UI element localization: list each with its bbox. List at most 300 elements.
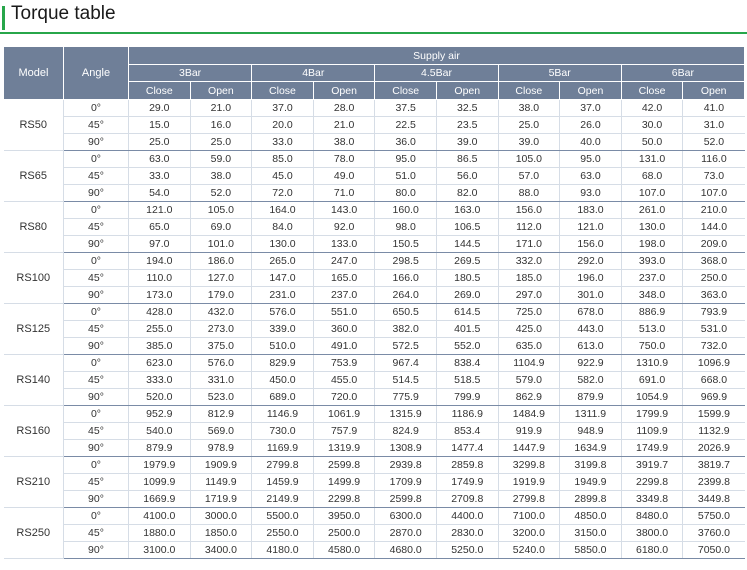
torque-value-cell: 551.0 [313, 304, 375, 321]
torque-value-cell: 131.0 [621, 151, 683, 168]
torque-value-cell: 6180.0 [621, 542, 683, 559]
table-row [4, 270, 745, 287]
table-header [4, 47, 745, 100]
torque-value-cell: 33.0 [252, 134, 314, 151]
torque-value-cell: 3349.8 [621, 491, 683, 508]
torque-value-cell: 292.0 [560, 253, 622, 270]
torque-value-cell: 1315.9 [375, 406, 437, 423]
torque-value-cell: 180.5 [436, 270, 498, 287]
torque-value-cell: 95.0 [375, 151, 437, 168]
torque-value-cell: 1099.9 [129, 474, 191, 491]
model-cell: RS210 [4, 457, 64, 508]
angle-cell: 45° [64, 219, 129, 236]
torque-value-cell: 6300.0 [375, 508, 437, 525]
torque-value-cell: 50.0 [621, 134, 683, 151]
pressure-header: 5Bar [498, 65, 621, 82]
angle-cell: 90° [64, 134, 129, 151]
torque-value-cell: 209.0 [683, 236, 745, 253]
torque-value-cell: 25.0 [129, 134, 191, 151]
angle-cell: 0° [64, 457, 129, 474]
torque-value-cell: 196.0 [560, 270, 622, 287]
torque-value-cell: 4180.0 [252, 542, 314, 559]
torque-value-cell: 2899.8 [560, 491, 622, 508]
torque-value-cell: 185.0 [498, 270, 560, 287]
torque-value-cell: 1484.9 [498, 406, 560, 423]
torque-value-cell: 5750.0 [683, 508, 745, 525]
torque-value-cell: 1850.0 [190, 525, 252, 542]
torque-value-cell: 26.0 [560, 117, 622, 134]
torque-value-cell: 753.9 [313, 355, 375, 372]
torque-value-cell: 298.5 [375, 253, 437, 270]
torque-value-cell: 635.0 [498, 338, 560, 355]
torque-value-cell: 163.0 [436, 202, 498, 219]
torque-value-cell: 3199.8 [560, 457, 622, 474]
torque-value-cell: 166.0 [375, 270, 437, 287]
torque-value-cell: 382.0 [375, 321, 437, 338]
torque-value-cell: 101.0 [190, 236, 252, 253]
torque-value-cell: 71.0 [313, 185, 375, 202]
torque-value-cell: 4100.0 [129, 508, 191, 525]
open-header: Open [313, 82, 375, 100]
torque-value-cell: 2399.8 [683, 474, 745, 491]
torque-value-cell: 491.0 [313, 338, 375, 355]
torque-value-cell: 186.0 [190, 253, 252, 270]
table-row [4, 338, 745, 355]
model-cell: RS80 [4, 202, 64, 253]
title-accent-bar [2, 6, 5, 30]
torque-value-cell: 2939.8 [375, 457, 437, 474]
angle-cell: 0° [64, 406, 129, 423]
torque-value-cell: 3449.8 [683, 491, 745, 508]
torque-value-cell: 4680.0 [375, 542, 437, 559]
torque-value-cell: 689.0 [252, 389, 314, 406]
torque-value-cell: 952.9 [129, 406, 191, 423]
torque-value-cell: 725.0 [498, 304, 560, 321]
torque-value-cell: 552.0 [436, 338, 498, 355]
torque-value-cell: 37.0 [560, 100, 622, 117]
torque-value-cell: 623.0 [129, 355, 191, 372]
torque-value-cell: 63.0 [129, 151, 191, 168]
torque-value-cell: 1949.9 [560, 474, 622, 491]
torque-value-cell: 333.0 [129, 372, 191, 389]
torque-value-cell: 2500.0 [313, 525, 375, 542]
torque-value-cell: 579.0 [498, 372, 560, 389]
torque-value-cell: 862.9 [498, 389, 560, 406]
table-row [4, 202, 745, 219]
torque-value-cell: 520.0 [129, 389, 191, 406]
torque-value-cell: 428.0 [129, 304, 191, 321]
torque-value-cell: 523.0 [190, 389, 252, 406]
table-row [4, 253, 745, 270]
pressure-header: 4Bar [252, 65, 375, 82]
torque-value-cell: 78.0 [313, 151, 375, 168]
torque-value-cell: 812.9 [190, 406, 252, 423]
angle-cell: 90° [64, 389, 129, 406]
angle-cell: 45° [64, 321, 129, 338]
torque-value-cell: 171.0 [498, 236, 560, 253]
torque-value-cell: 107.0 [683, 185, 745, 202]
table-row [4, 525, 745, 542]
angle-cell: 90° [64, 338, 129, 355]
torque-value-cell: 1749.9 [436, 474, 498, 491]
angle-cell: 90° [64, 287, 129, 304]
torque-value-cell: 1709.9 [375, 474, 437, 491]
torque-value-cell: 237.0 [621, 270, 683, 287]
angle-cell: 0° [64, 304, 129, 321]
table-row [4, 236, 745, 253]
torque-value-cell: 63.0 [560, 168, 622, 185]
torque-value-cell: 107.0 [621, 185, 683, 202]
torque-value-cell: 92.0 [313, 219, 375, 236]
torque-value-cell: 978.9 [190, 440, 252, 457]
torque-value-cell: 678.0 [560, 304, 622, 321]
torque-value-cell: 879.9 [129, 440, 191, 457]
torque-value-cell: 1308.9 [375, 440, 437, 457]
torque-value-cell: 2299.8 [621, 474, 683, 491]
torque-value-cell: 106.5 [436, 219, 498, 236]
torque-value-cell: 2599.8 [313, 457, 375, 474]
torque-value-cell: 82.0 [436, 185, 498, 202]
torque-value-cell: 160.0 [375, 202, 437, 219]
torque-value-cell: 2799.8 [498, 491, 560, 508]
torque-value-cell: 1149.9 [190, 474, 252, 491]
angle-cell: 90° [64, 491, 129, 508]
torque-value-cell: 173.0 [129, 287, 191, 304]
model-cell: RS250 [4, 508, 64, 559]
close-header: Close [129, 82, 191, 100]
torque-value-cell: 2550.0 [252, 525, 314, 542]
angle-cell: 45° [64, 168, 129, 185]
torque-value-cell: 156.0 [560, 236, 622, 253]
table-row [4, 355, 745, 372]
torque-value-cell: 40.0 [560, 134, 622, 151]
torque-value-cell: 7100.0 [498, 508, 560, 525]
torque-value-cell: 143.0 [313, 202, 375, 219]
model-cell: RS140 [4, 355, 64, 406]
torque-value-cell: 4850.0 [560, 508, 622, 525]
torque-value-cell: 301.0 [560, 287, 622, 304]
torque-value-cell: 3919.7 [621, 457, 683, 474]
torque-value-cell: 32.5 [436, 100, 498, 117]
torque-value-cell: 37.0 [252, 100, 314, 117]
torque-value-cell: 45.0 [252, 168, 314, 185]
torque-value-cell: 1749.9 [621, 440, 683, 457]
angle-cell: 90° [64, 185, 129, 202]
torque-value-cell: 510.0 [252, 338, 314, 355]
torque-value-cell: 264.0 [375, 287, 437, 304]
torque-value-cell: 105.0 [190, 202, 252, 219]
torque-value-cell: 231.0 [252, 287, 314, 304]
torque-value-cell: 518.5 [436, 372, 498, 389]
torque-value-cell: 3200.0 [498, 525, 560, 542]
torque-value-cell: 20.0 [252, 117, 314, 134]
torque-value-cell: 22.5 [375, 117, 437, 134]
torque-value-cell: 793.9 [683, 304, 745, 321]
torque-table [3, 46, 745, 559]
torque-value-cell: 25.0 [498, 117, 560, 134]
open-header: Open [560, 82, 622, 100]
torque-value-cell: 443.0 [560, 321, 622, 338]
torque-value-cell: 668.0 [683, 372, 745, 389]
angle-cell: 45° [64, 270, 129, 287]
torque-value-cell: 150.5 [375, 236, 437, 253]
torque-value-cell: 5850.0 [560, 542, 622, 559]
torque-value-cell: 750.0 [621, 338, 683, 355]
table-row [4, 287, 745, 304]
table-row [4, 219, 745, 236]
torque-value-cell: 164.0 [252, 202, 314, 219]
torque-value-cell: 368.0 [683, 253, 745, 270]
table-row [4, 100, 745, 117]
title-underline [0, 32, 747, 34]
torque-value-cell: 56.0 [436, 168, 498, 185]
torque-value-cell: 531.0 [683, 321, 745, 338]
torque-value-cell: 514.5 [375, 372, 437, 389]
angle-cell: 45° [64, 423, 129, 440]
torque-value-cell: 80.0 [375, 185, 437, 202]
torque-value-cell: 1799.9 [621, 406, 683, 423]
angle-cell: 45° [64, 474, 129, 491]
torque-value-cell: 1634.9 [560, 440, 622, 457]
table-body [4, 100, 745, 559]
pressure-header: 6Bar [621, 65, 744, 82]
torque-value-cell: 1447.9 [498, 440, 560, 457]
torque-value-cell: 1186.9 [436, 406, 498, 423]
torque-value-cell: 183.0 [560, 202, 622, 219]
torque-value-cell: 3800.0 [621, 525, 683, 542]
torque-value-cell: 121.0 [129, 202, 191, 219]
torque-value-cell: 98.0 [375, 219, 437, 236]
torque-value-cell: 261.0 [621, 202, 683, 219]
torque-value-cell: 121.0 [560, 219, 622, 236]
angle-cell: 0° [64, 202, 129, 219]
torque-value-cell: 5500.0 [252, 508, 314, 525]
torque-value-cell: 2709.8 [436, 491, 498, 508]
torque-value-cell: 757.9 [313, 423, 375, 440]
torque-value-cell: 39.0 [498, 134, 560, 151]
torque-value-cell: 1880.0 [129, 525, 191, 542]
torque-value-cell: 93.0 [560, 185, 622, 202]
torque-value-cell: 3819.7 [683, 457, 745, 474]
torque-value-cell: 41.0 [683, 100, 745, 117]
torque-value-cell: 569.0 [190, 423, 252, 440]
torque-value-cell: 393.0 [621, 253, 683, 270]
torque-value-cell: 455.0 [313, 372, 375, 389]
torque-value-cell: 3299.8 [498, 457, 560, 474]
torque-value-cell: 112.0 [498, 219, 560, 236]
torque-value-cell: 1061.9 [313, 406, 375, 423]
table-row [4, 304, 745, 321]
torque-value-cell: 33.0 [129, 168, 191, 185]
close-header: Close [375, 82, 437, 100]
torque-value-cell: 614.5 [436, 304, 498, 321]
angle-cell: 45° [64, 525, 129, 542]
angle-cell: 0° [64, 100, 129, 117]
table-row [4, 491, 745, 508]
torque-value-cell: 1310.9 [621, 355, 683, 372]
torque-value-cell: 691.0 [621, 372, 683, 389]
torque-value-cell: 57.0 [498, 168, 560, 185]
torque-value-cell: 2859.8 [436, 457, 498, 474]
torque-value-cell: 1169.9 [252, 440, 314, 457]
torque-value-cell: 269.0 [436, 287, 498, 304]
torque-value-cell: 54.0 [129, 185, 191, 202]
torque-value-cell: 919.9 [498, 423, 560, 440]
torque-value-cell: 3950.0 [313, 508, 375, 525]
torque-value-cell: 130.0 [252, 236, 314, 253]
torque-value-cell: 147.0 [252, 270, 314, 287]
angle-cell: 45° [64, 117, 129, 134]
torque-value-cell: 250.0 [683, 270, 745, 287]
torque-value-cell: 133.0 [313, 236, 375, 253]
torque-value-cell: 38.0 [190, 168, 252, 185]
table-row [4, 423, 745, 440]
torque-value-cell: 1669.9 [129, 491, 191, 508]
torque-value-cell: 1909.9 [190, 457, 252, 474]
torque-value-cell: 37.5 [375, 100, 437, 117]
table-row [4, 457, 745, 474]
close-header: Close [252, 82, 314, 100]
torque-value-cell: 105.0 [498, 151, 560, 168]
table-row [4, 117, 745, 134]
torque-value-cell: 3400.0 [190, 542, 252, 559]
angle-cell: 90° [64, 236, 129, 253]
angle-cell: 90° [64, 542, 129, 559]
torque-value-cell: 1311.9 [560, 406, 622, 423]
torque-value-cell: 1109.9 [621, 423, 683, 440]
table-row [4, 151, 745, 168]
torque-value-cell: 2599.8 [375, 491, 437, 508]
torque-value-cell: 247.0 [313, 253, 375, 270]
open-header: Open [436, 82, 498, 100]
torque-value-cell: 5240.0 [498, 542, 560, 559]
torque-value-cell: 85.0 [252, 151, 314, 168]
angle-cell: 45° [64, 372, 129, 389]
torque-value-cell: 513.0 [621, 321, 683, 338]
angle-cell: 0° [64, 151, 129, 168]
torque-value-cell: 1459.9 [252, 474, 314, 491]
torque-value-cell: 1919.9 [498, 474, 560, 491]
torque-value-cell: 28.0 [313, 100, 375, 117]
model-cell: RS65 [4, 151, 64, 202]
torque-value-cell: 95.0 [560, 151, 622, 168]
table-row [4, 372, 745, 389]
torque-value-cell: 273.0 [190, 321, 252, 338]
torque-value-cell: 69.0 [190, 219, 252, 236]
torque-value-cell: 363.0 [683, 287, 745, 304]
torque-value-cell: 853.4 [436, 423, 498, 440]
torque-value-cell: 1719.9 [190, 491, 252, 508]
torque-value-cell: 331.0 [190, 372, 252, 389]
torque-value-cell: 650.5 [375, 304, 437, 321]
torque-value-cell: 52.0 [683, 134, 745, 151]
torque-value-cell: 39.0 [436, 134, 498, 151]
torque-value-cell: 2149.9 [252, 491, 314, 508]
title-bar [0, 0, 747, 34]
torque-value-cell: 51.0 [375, 168, 437, 185]
torque-value-cell: 824.9 [375, 423, 437, 440]
torque-value-cell: 52.0 [190, 185, 252, 202]
torque-value-cell: 15.0 [129, 117, 191, 134]
torque-value-cell: 38.0 [498, 100, 560, 117]
torque-value-cell: 65.0 [129, 219, 191, 236]
pressure-header: 4.5Bar [375, 65, 498, 82]
torque-value-cell: 572.5 [375, 338, 437, 355]
torque-value-cell: 1979.9 [129, 457, 191, 474]
model-cell: RS100 [4, 253, 64, 304]
torque-value-cell: 360.0 [313, 321, 375, 338]
torque-value-cell: 425.0 [498, 321, 560, 338]
angle-cell: 90° [64, 440, 129, 457]
torque-value-cell: 130.0 [621, 219, 683, 236]
torque-value-cell: 348.0 [621, 287, 683, 304]
torque-value-cell: 179.0 [190, 287, 252, 304]
torque-value-cell: 732.0 [683, 338, 745, 355]
torque-value-cell: 385.0 [129, 338, 191, 355]
torque-value-cell: 730.0 [252, 423, 314, 440]
torque-value-cell: 948.9 [560, 423, 622, 440]
page-title: Torque table [11, 3, 116, 24]
angle-header: Angle [64, 47, 129, 100]
torque-value-cell: 21.0 [190, 100, 252, 117]
angle-cell: 0° [64, 253, 129, 270]
torque-value-cell: 5250.0 [436, 542, 498, 559]
angle-cell: 0° [64, 355, 129, 372]
torque-value-cell: 1054.9 [621, 389, 683, 406]
torque-value-cell: 144.0 [683, 219, 745, 236]
torque-value-cell: 30.0 [621, 117, 683, 134]
torque-value-cell: 255.0 [129, 321, 191, 338]
torque-value-cell: 967.4 [375, 355, 437, 372]
torque-value-cell: 269.5 [436, 253, 498, 270]
torque-value-cell: 576.0 [252, 304, 314, 321]
model-cell: RS160 [4, 406, 64, 457]
torque-value-cell: 29.0 [129, 100, 191, 117]
model-header: Model [4, 47, 64, 100]
torque-value-cell: 237.0 [313, 287, 375, 304]
torque-value-cell: 432.0 [190, 304, 252, 321]
torque-value-cell: 38.0 [313, 134, 375, 151]
supply-air-header: Supply air [129, 47, 745, 65]
close-header: Close [498, 82, 560, 100]
torque-value-cell: 72.0 [252, 185, 314, 202]
torque-value-cell: 59.0 [190, 151, 252, 168]
torque-value-cell: 127.0 [190, 270, 252, 287]
torque-value-cell: 1096.9 [683, 355, 745, 372]
torque-value-cell: 720.0 [313, 389, 375, 406]
torque-value-cell: 2830.0 [436, 525, 498, 542]
open-header: Open [683, 82, 745, 100]
torque-value-cell: 88.0 [498, 185, 560, 202]
torque-value-cell: 3150.0 [560, 525, 622, 542]
table-row [4, 321, 745, 338]
model-cell: RS50 [4, 100, 64, 151]
torque-value-cell: 297.0 [498, 287, 560, 304]
torque-value-cell: 576.0 [190, 355, 252, 372]
torque-value-cell: 1599.9 [683, 406, 745, 423]
torque-value-cell: 31.0 [683, 117, 745, 134]
torque-value-cell: 582.0 [560, 372, 622, 389]
torque-value-cell: 3100.0 [129, 542, 191, 559]
torque-value-cell: 2026.9 [683, 440, 745, 457]
torque-value-cell: 1132.9 [683, 423, 745, 440]
table-row [4, 185, 745, 202]
torque-value-cell: 775.9 [375, 389, 437, 406]
torque-value-cell: 25.0 [190, 134, 252, 151]
table-row [4, 406, 745, 423]
torque-value-cell: 799.9 [436, 389, 498, 406]
torque-value-cell: 1477.4 [436, 440, 498, 457]
